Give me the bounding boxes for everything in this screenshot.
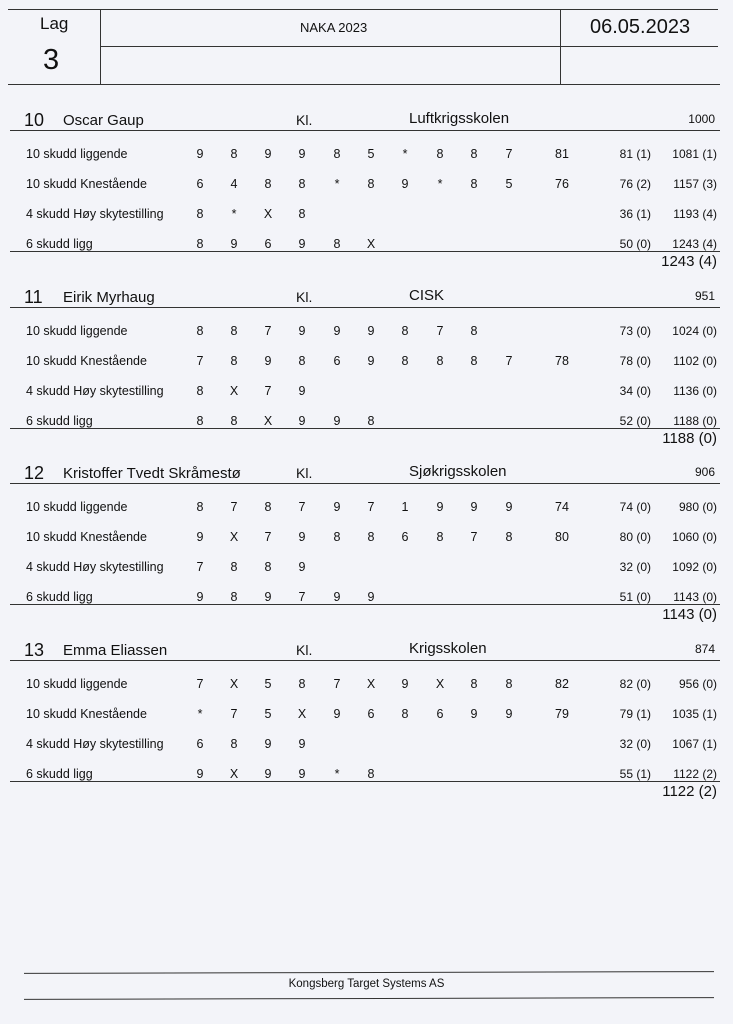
stage-subtotal: 79 [555,707,569,721]
shot-value: * [402,147,408,161]
shot-value: 9 [367,354,375,368]
series-score: 73 (0) [619,324,651,338]
shot-value: 9 [264,767,272,781]
shot-value: 7 [333,677,341,691]
cumulative-score: 1143 (0) [673,590,717,604]
stage-label: 6 skudd ligg [26,237,93,251]
stage-row [0,412,733,432]
shot-value: 9 [264,737,272,751]
shooter-club: Krigsskolen [409,640,487,657]
shot-value: * [334,177,340,191]
shot-value: 5 [367,147,375,161]
cumulative-score: 1102 (0) [673,354,717,368]
stage-row [0,205,733,225]
shooter-block [0,110,733,290]
shot-value: 9 [470,500,478,514]
stage-label: 4 skudd Høy skytestilling [26,560,164,574]
shot-value: 8 [230,560,238,574]
shooter-total: 1243 (4) [661,253,717,270]
team-number: 3 [43,44,60,76]
shot-value: 7 [264,324,272,338]
shot-value: 9 [401,177,409,191]
stage-label: 4 skudd Høy skytestilling [26,737,164,751]
cumulative-score: 1067 (1) [672,737,717,751]
shooter-total: 1143 (0) [662,606,717,623]
shot-value: 7 [196,354,204,368]
shot-value: 8 [196,207,204,221]
shooter-club: Sjøkrigsskolen [409,463,507,480]
shot-value: 8 [470,324,478,338]
shot-value: 9 [196,147,204,161]
stage-row [0,382,733,402]
shot-value: 8 [298,207,306,221]
stage-row [0,175,733,195]
shot-value: 8 [196,237,204,251]
stage-label: 10 skudd Knestående [26,177,147,191]
stage-label: 6 skudd ligg [26,414,93,428]
shot-value: 9 [298,237,306,251]
stage-row [0,352,733,372]
shooter-name: Emma Eliassen [63,642,168,659]
shot-value: 7 [298,590,306,604]
shooter-club: CISK [409,287,445,304]
shot-value: 6 [401,530,409,544]
shot-value: 9 [230,237,238,251]
shot-value: 9 [470,707,478,721]
stage-row [0,322,733,342]
cumulative-score: 1188 (0) [673,414,717,428]
stage-label: 4 skudd Høy skytestilling [26,207,164,221]
series-score: 74 (0) [619,500,651,514]
shot-value: 8 [367,414,375,428]
series-score: 51 (0) [619,590,651,604]
shooter-name: Kristoffer Tvedt Skråmestø [63,465,241,482]
stage-row [0,558,733,578]
series-score: 79 (1) [619,707,651,721]
shooter-eligibility: 951 [694,289,715,303]
shot-value: 7 [505,354,513,368]
shot-value: 8 [230,324,238,338]
stage-subtotal: 80 [555,530,569,544]
shot-value: 7 [367,500,375,514]
shot-value: 8 [333,237,341,251]
event-name: NAKA 2023 [300,20,368,35]
shot-value: 7 [470,530,478,544]
shooter-header-line [10,307,720,308]
cumulative-score: 1157 (3) [673,177,717,191]
shot-value: 9 [298,767,306,781]
series-score: 50 (0) [619,237,651,251]
shot-value: 9 [264,147,272,161]
stage-label: 10 skudd liggende [26,500,128,514]
cumulative-score: 1193 (4) [673,207,717,221]
stage-label: 10 skudd Knestående [26,354,147,368]
shot-value: 9 [196,767,204,781]
shot-value: 9 [264,590,272,604]
shot-value: 8 [401,324,409,338]
shot-value: * [197,707,203,721]
shooter-header-line [10,130,720,131]
shot-value: 8 [470,354,478,368]
shot-value: 9 [333,500,341,514]
shot-value: 9 [401,677,409,691]
shot-value: X [297,707,307,721]
stage-label: 10 skudd liggende [26,147,128,161]
shooter-number: 13 [24,640,45,660]
series-score: 32 (0) [619,560,651,574]
shooter-block [0,463,733,643]
stage-subtotal: 81 [555,147,569,161]
shot-value: 7 [298,500,306,514]
shooter-total-line [10,781,720,782]
header-top-line [8,9,718,10]
cumulative-score: 980 (0) [678,500,717,514]
shot-value: 9 [333,414,341,428]
shot-value: X [366,677,376,691]
shooter-header-line [10,660,720,661]
series-score: 36 (1) [619,207,651,221]
stage-row [0,588,733,608]
shooter-block [0,287,733,467]
stage-subtotal: 82 [555,677,569,691]
shot-value: 8 [230,354,238,368]
shot-value: 9 [333,590,341,604]
event-date: 06.05.2023 [590,16,691,38]
shot-value: 8 [333,530,341,544]
shot-value: 8 [264,177,272,191]
shot-value: * [231,207,237,221]
stage-label: 6 skudd ligg [26,767,93,781]
series-score: 52 (0) [619,414,651,428]
shot-value: 8 [196,414,204,428]
stage-label: 10 skudd liggende [26,324,128,338]
shot-value: 7 [264,530,272,544]
stage-subtotal: 78 [555,354,569,368]
header-bottom-line [8,84,720,85]
shot-value: X [229,530,239,544]
shot-value: 8 [505,677,513,691]
shot-value: 8 [401,707,409,721]
header-divider-left [100,9,101,85]
shooter-class: Kl. [296,289,313,305]
shot-value: 9 [505,500,513,514]
shot-value: 9 [333,324,341,338]
shot-value: 5 [264,677,272,691]
footer-company: Kongsberg Target Systems AS [288,978,445,990]
cumulative-score: 1024 (0) [672,324,717,338]
shot-value: 8 [298,677,306,691]
series-score: 78 (0) [619,354,651,368]
stage-row [0,765,733,785]
shot-value: 9 [196,530,204,544]
shooter-number: 12 [24,463,45,483]
shot-value: 9 [298,324,306,338]
stage-subtotal: 76 [555,177,569,191]
footer-top-line [24,971,714,974]
shot-value: 9 [367,590,375,604]
shooter-class: Kl. [296,112,313,128]
shooter-number: 11 [24,287,43,307]
shot-value: 6 [264,237,272,251]
stage-label: 10 skudd Knestående [26,530,147,544]
cumulative-score: 1092 (0) [672,560,717,574]
shooter-name: Eirik Myrhaug [63,289,155,306]
shot-value: 9 [505,707,513,721]
stage-row [0,528,733,548]
shot-value: 8 [264,500,272,514]
series-score: 81 (1) [619,147,651,161]
stage-row [0,235,733,255]
shooter-class: Kl. [296,642,313,658]
shooter-eligibility: 874 [694,642,715,656]
footer-bottom-line [24,997,714,1000]
shot-value: 8 [470,677,478,691]
shot-value: X [263,207,273,221]
shooter-eligibility: 906 [694,465,715,479]
shot-value: 7 [505,147,513,161]
shot-value: 9 [367,324,375,338]
shot-value: 8 [298,354,306,368]
shot-value: 7 [264,384,272,398]
shot-value: 6 [436,707,444,721]
shot-value: 8 [196,384,204,398]
shot-value: 7 [230,500,238,514]
shot-value: 8 [367,530,375,544]
shot-value: 8 [230,147,238,161]
shot-value: 8 [333,147,341,161]
shot-value: 8 [230,590,238,604]
stage-row [0,145,733,165]
stage-label: 10 skudd Knestående [26,707,147,721]
shot-value: X [263,414,273,428]
shot-value: 8 [505,530,513,544]
shot-value: 9 [436,500,444,514]
series-score: 80 (0) [619,530,651,544]
shot-value: 9 [264,354,272,368]
shot-value: 7 [196,677,204,691]
shot-value: 1 [401,500,409,514]
shooter-number: 10 [24,110,45,130]
shot-value: 8 [470,147,478,161]
series-score: 32 (0) [619,737,651,751]
cumulative-score: 956 (0) [678,677,717,691]
stage-label: 10 skudd liggende [26,677,128,691]
shot-value: 6 [333,354,341,368]
shot-value: 5 [505,177,513,191]
shooter-block [0,640,733,820]
shot-value: 8 [367,767,375,781]
header-mid-line [100,46,718,47]
shot-value: 9 [298,414,306,428]
series-score: 55 (1) [619,767,651,781]
shot-value: * [334,767,340,781]
shot-value: 7 [230,707,238,721]
cumulative-score: 1060 (0) [672,530,717,544]
shot-value: X [229,767,239,781]
shot-value: 8 [230,414,238,428]
shot-value: 7 [196,560,204,574]
shot-value: 5 [264,707,272,721]
cumulative-score: 1035 (1) [672,707,717,721]
stage-row [0,735,733,755]
shot-value: 9 [298,384,306,398]
stage-row [0,498,733,518]
stage-subtotal: 74 [555,500,569,514]
stage-row [0,705,733,725]
shot-value: 8 [196,324,204,338]
team-label: Lag [40,14,69,33]
shot-value: 9 [298,147,306,161]
shot-value: 7 [436,324,444,338]
cumulative-score: 1122 (2) [673,767,717,781]
shooter-header-line [10,483,720,484]
shot-value: 9 [298,737,306,751]
shot-value: 9 [298,560,306,574]
shot-value: 8 [401,354,409,368]
stage-label: 6 skudd ligg [26,590,93,604]
shot-value: 4 [230,177,238,191]
shot-value: 9 [196,590,204,604]
shooter-eligibility: 1000 [688,112,715,126]
series-score: 76 (2) [619,177,651,191]
shooter-total: 1122 (2) [662,783,717,800]
shooter-total-line [10,428,720,429]
shooter-name: Oscar Gaup [63,112,144,129]
stage-row [0,675,733,695]
shot-value: 8 [264,560,272,574]
shooter-total-line [10,251,720,252]
shot-value: 6 [196,737,204,751]
shot-value: 8 [436,354,444,368]
shot-value: X [229,384,239,398]
shot-value: 9 [298,530,306,544]
shot-value: * [437,177,443,191]
shooter-class: Kl. [296,465,313,481]
shot-value: 6 [196,177,204,191]
shooter-total: 1188 (0) [662,430,717,447]
series-score: 34 (0) [619,384,651,398]
shot-value: 8 [196,500,204,514]
series-score: 82 (0) [619,677,651,691]
shot-value: 8 [367,177,375,191]
shot-value: X [366,237,376,251]
shot-value: 8 [230,737,238,751]
stage-label: 4 skudd Høy skytestilling [26,384,164,398]
shot-value: 6 [367,707,375,721]
shot-value: 8 [436,147,444,161]
shot-value: 8 [470,177,478,191]
shot-value: 8 [436,530,444,544]
shot-value: X [435,677,445,691]
shot-value: X [229,677,239,691]
cumulative-score: 1243 (4) [672,237,717,251]
shot-value: 9 [333,707,341,721]
cumulative-score: 1136 (0) [673,384,717,398]
cumulative-score: 1081 (1) [672,147,717,161]
shooter-total-line [10,604,720,605]
shooter-club: Luftkrigsskolen [409,110,510,127]
header-divider-right [560,9,561,85]
shot-value: 8 [298,177,306,191]
